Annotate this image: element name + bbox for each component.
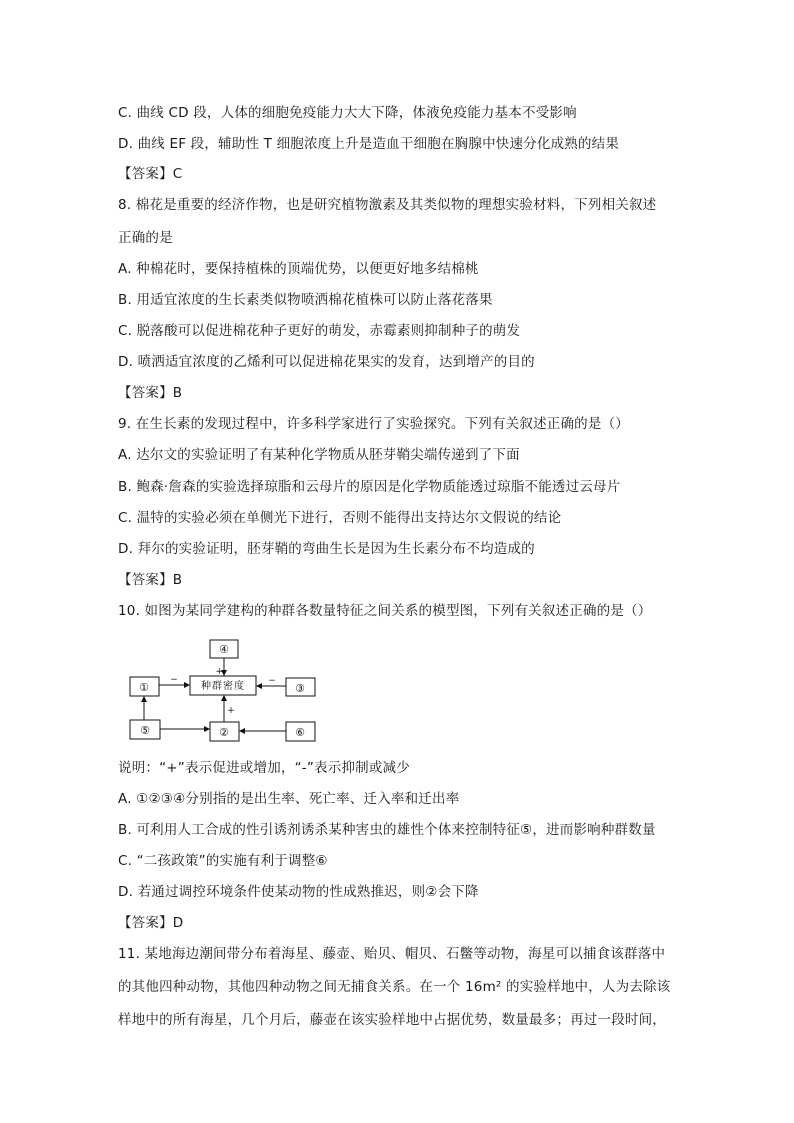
- sign-minus-1: −: [170, 675, 178, 685]
- option-8c: C. 脱落酸可以促进棉花种子更好的萌发，赤霉素则抑制种子的萌发: [118, 323, 521, 339]
- label-2: ②: [219, 726, 229, 739]
- sign-minus-3: −: [268, 676, 276, 686]
- option-9c: C. 温特的实验必须在单侧光下进行，否则不能得出支持达尔文假说的结论: [118, 510, 562, 526]
- question-11-line1: 11. 某地海边潮间带分布着海星、藤壶、贻贝、帽贝、石鳖等动物，海星可以捕食该群落中: [118, 946, 666, 962]
- question-9: 9. 在生长素的发现过程中，许多科学家进行了实验探究。下列有关叙述正确的是（）: [118, 416, 629, 432]
- option-10c: C. “二孩政策”的实施有利于调整⑥: [118, 853, 328, 869]
- option-9b: B. 鲍森·詹森的实验选择琼脂和云母片的原因是化学物质能透过琼脂不能透过云母片: [118, 479, 621, 495]
- diagram-legend-note: 说明：“+”表示促进或增加，“-”表示抑制或减少: [118, 760, 410, 776]
- label-4: ④: [219, 643, 229, 656]
- label-population-density: 种群密度: [201, 681, 245, 692]
- option-10a: A. ①②③④分别指的是出生率、死亡率、迁入率和迁出率: [118, 791, 460, 807]
- answer-8: 【答案】B: [118, 385, 183, 401]
- option-8d: D. 喷洒适宜浓度的乙烯利可以促进棉花果实的发育，达到增产的目的: [118, 354, 535, 370]
- answer-10: 【答案】D: [118, 915, 184, 931]
- option-9d: D. 拜尔的实验证明，胚芽鞘的弯曲生长是因为生长素分布不均造成的: [118, 541, 535, 557]
- question-11-line2: 的其他四种动物，其他四种动物之间无捕食关系。在一个 16m² 的实验样地中，人为去除该: [118, 979, 671, 995]
- answer-9: 【答案】B: [118, 572, 183, 588]
- option-7c: C. 曲线 CD 段，人体的细胞免疫能力大大下降，体液免疫能力基本不受影响: [118, 105, 577, 121]
- option-8a: A. 种棉花时，要保持植株的顶端优势，以便更好地多结棉桃: [118, 261, 479, 277]
- label-6: ⑥: [295, 726, 305, 739]
- question-8-line2: 正确的是: [118, 230, 173, 246]
- question-10: 10. 如图为某同学建构的种群各数量特征之间关系的模型图，下列有关叙述正确的是（）: [118, 603, 652, 619]
- question-11-line3: 样地中的所有海星，几个月后，藤壶在该实验样地中占据优势，数量最多；再过一段时间，: [118, 1012, 666, 1028]
- label-1: ①: [139, 681, 149, 694]
- sign-plus-2: +: [227, 706, 235, 716]
- label-5: ⑤: [140, 724, 150, 737]
- option-8b: B. 用适宜浓度的生长素类似物喷洒棉花植株可以防止落花落果: [118, 292, 493, 308]
- option-10d: D. 若通过调控环境条件使某动物的性成熟推迟，则②会下降: [118, 884, 479, 900]
- sign-plus-4: +: [215, 667, 223, 677]
- option-7d: D. 曲线 EF 段，辅助性 T 细胞浓度上升是造血干细胞在胸腺中快速分化成熟的结果: [118, 136, 620, 152]
- answer-7: 【答案】C: [118, 166, 183, 182]
- option-9a: A. 达尔文的实验证明了有某种化学物质从胚芽鞘尖端传递到了下面: [118, 447, 520, 463]
- population-model-diagram: [126, 636, 322, 746]
- label-3: ③: [295, 682, 305, 695]
- option-10b: B. 可利用人工合成的性引诱剂诱杀某种害虫的雄性个体来控制特征⑤，进而影响种群数量: [118, 822, 656, 838]
- question-8-line1: 8. 棉花是重要的经济作物，也是研究植物激素及其类似物的理想实验材料，下列相关叙述: [118, 197, 657, 213]
